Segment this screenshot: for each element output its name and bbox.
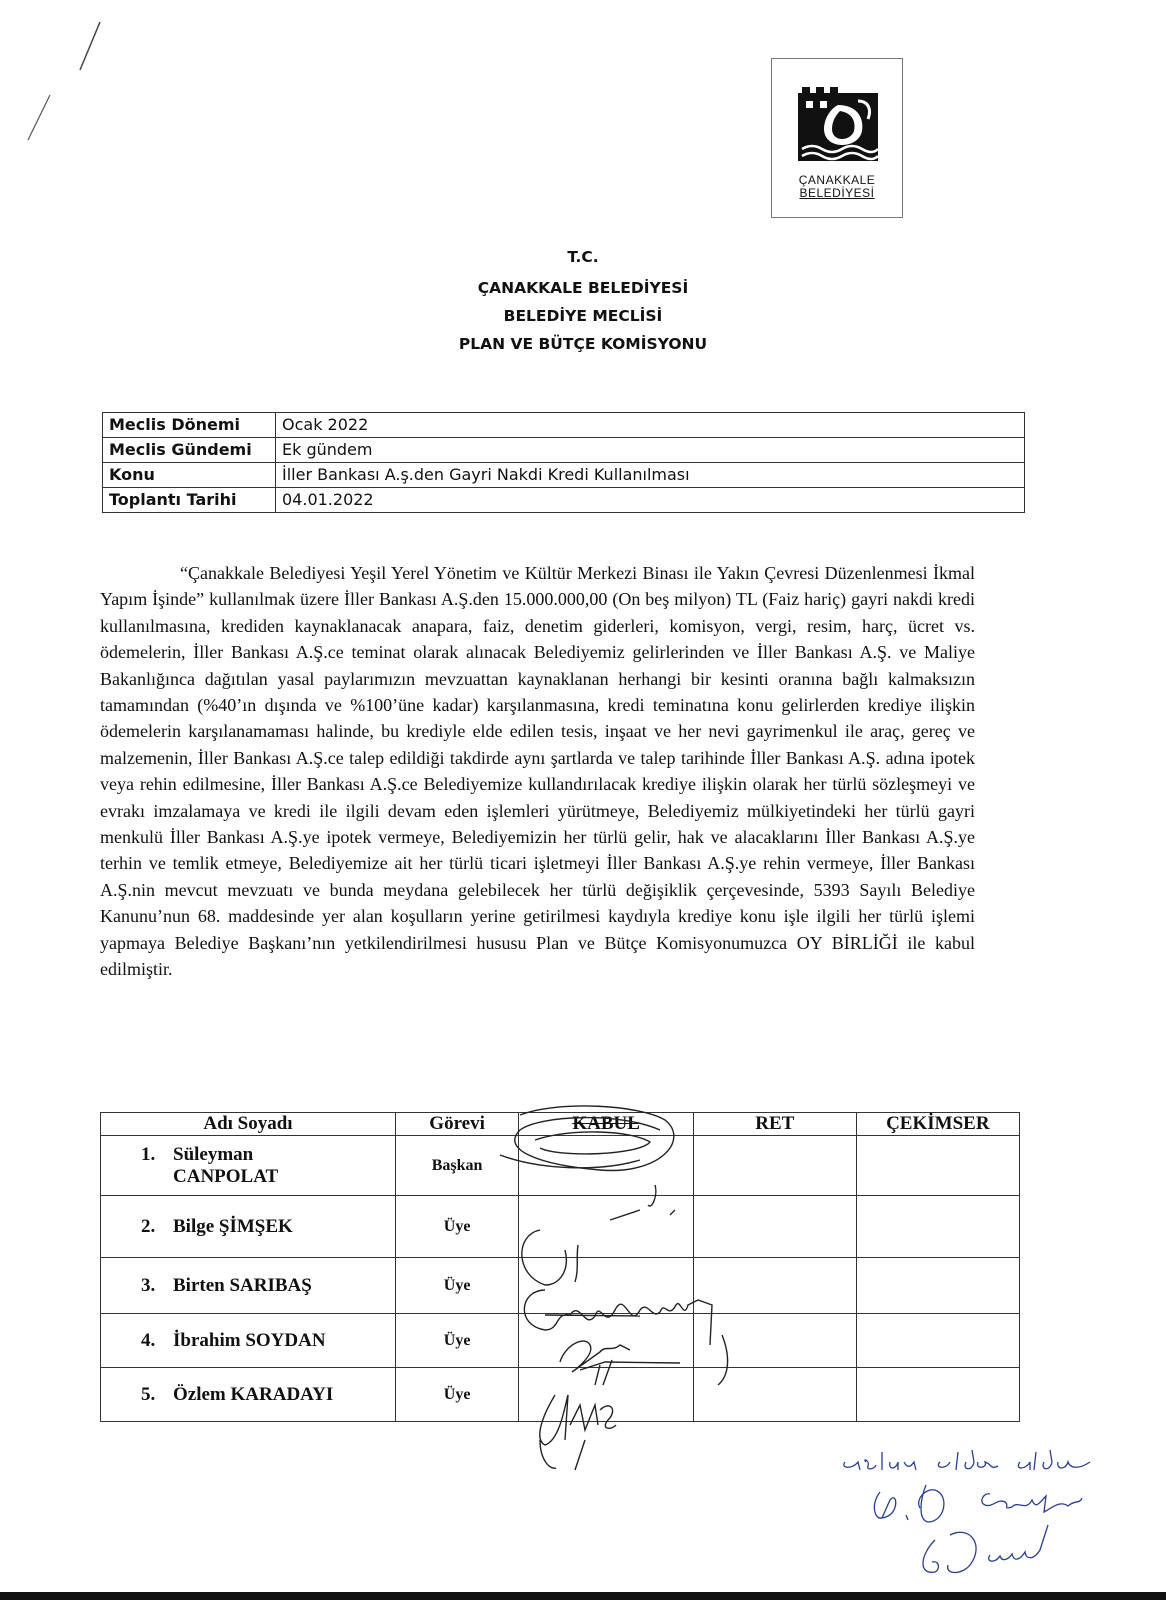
header-municipality: ÇANAKKALE BELEDİYESİ xyxy=(477,279,689,297)
row-number: 5. xyxy=(141,1383,156,1405)
decision-text: “Çanakkale Belediyesi Yeşil Yerel Yönetim ve Kültür Merkezi Binası ile Yakın Çevresi Düzenlenmesi İkmal Yapım İşinde” kullanılmak üzere İller Bankası A.Ş.den 15.000.000,00 (On beş milyon) TL (Faiz hariç) gayri nakdi kredi kullanılmasına, krediden kaynaklanacak anapara, faiz, denetim giderleri, komisyon, vergi, resim, harç, ücret vs. ödemelerin, İller Bankası A.Ş.ce teminat olarak alınacak Belediyemiz gelirlerinden ve İller Bankası A.Ş. ve Maliye Bakanlığınca dağıtılan yasal paylarımızın mevzuattan kaynaklanan herhangi bir kesinti oranına bağlı kalmaksızın tamamından (%40’ın dışında ve %100’üne kadar) karşılanmasına, kredi teminatına konu gelirlerden krediye ilişkin ödemelerin karşılanamaması halinde, bu krediyle elde edilen tesis, inşaat ve her nevi gayrimenkul ile araç, gereç ve malzemenin, İller Bankası A.Ş.ce talep edildiği takdirde aynı şartlarda ve talep tarihinde İller Bankası A.Ş. adına ipotek veya rehin edilmesine, İller Bankası A.Ş.ce Belediyemize kullandırılacak krediye ilişkin olarak her türlü sözleşmeyi ve evrakı imzalamaya ve kredi ile ilgili devam eden işlemleri yürütmeye, Belediyemiz mülkiyetindeki her türlü gayri menkulü İller Bankası A.Ş.ye ipotek vermeye, Belediyemizin her türlü gelir, hak ve alacaklarını İller Bankası A.Ş.ye terhin ve temlik etmeye, Belediyemize ait her türlü ticari işletmeyi İller Bankası A.Ş.ye rehin vermeye, İller Bankası A.Ş.nin mevcut mevzuatı ve bunda meydana gelebilecek her türlü değişiklik çerçevesinde, 5393 Sayılı Belediye Kanunu’nun 68. maddesinde yer alan koşulların yerine getirilmesi kaydıyla krediye konu işle ilgili her türlü işlemi yapmaya Belediye Başkanı’nın yetkilendirilmesi hususu Plan ve Bütçe Komisyonumuzca OY BİRLİĞİ ile kabul edilmiştir. xyxy=(100,563,975,980)
member-name: Birten SARIBAŞ xyxy=(173,1274,312,1296)
header-role: Görevi xyxy=(395,1113,518,1136)
member-name: Bilge ŞİMŞEK xyxy=(173,1215,293,1237)
row-number: 2. xyxy=(141,1215,156,1237)
header-reject: RET xyxy=(694,1113,857,1136)
info-label: Konu xyxy=(103,463,276,488)
header-commission: PLAN VE BÜTÇE KOMİSYONU xyxy=(458,335,708,353)
header-council: BELEDİYE MECLİSİ xyxy=(503,307,663,325)
header-tc: T.C. xyxy=(567,248,599,266)
member-role: Başkan xyxy=(395,1136,518,1196)
row-number: 1. xyxy=(141,1143,156,1165)
header-accept: KABUL xyxy=(519,1113,694,1136)
logo-text-line2: BELEDİYESİ xyxy=(799,186,875,200)
member-name: Süleyman CANPOLAT xyxy=(173,1143,279,1187)
member-role: Üye xyxy=(395,1258,518,1314)
info-value: 04.01.2022 xyxy=(276,488,1025,513)
header-abstain: ÇEKİMSER xyxy=(856,1113,1019,1136)
info-label: Meclis Gündemi xyxy=(103,438,276,463)
member-role: Üye xyxy=(395,1314,518,1368)
row-number: 4. xyxy=(141,1329,156,1351)
info-label: Meclis Dönemi xyxy=(103,413,276,438)
scan-bottom-edge xyxy=(0,1592,1166,1600)
row-number: 3. xyxy=(141,1274,156,1296)
logo-text-line1: ÇANAKKALE xyxy=(798,173,876,187)
info-value: Ocak 2022 xyxy=(276,413,1025,438)
info-label: Toplantı Tarihi xyxy=(103,488,276,513)
info-value: Ek gündem xyxy=(276,438,1025,463)
header-name: Adı Soyadı xyxy=(101,1113,396,1136)
member-name: Özlem KARADAYI xyxy=(173,1383,334,1405)
member-role: Üye xyxy=(395,1196,518,1258)
member-role: Üye xyxy=(395,1368,518,1422)
member-name: İbrahim SOYDAN xyxy=(173,1329,326,1351)
info-value: İller Bankası A.ş.den Gayri Nakdi Kredi Kullanılması xyxy=(276,463,1025,488)
